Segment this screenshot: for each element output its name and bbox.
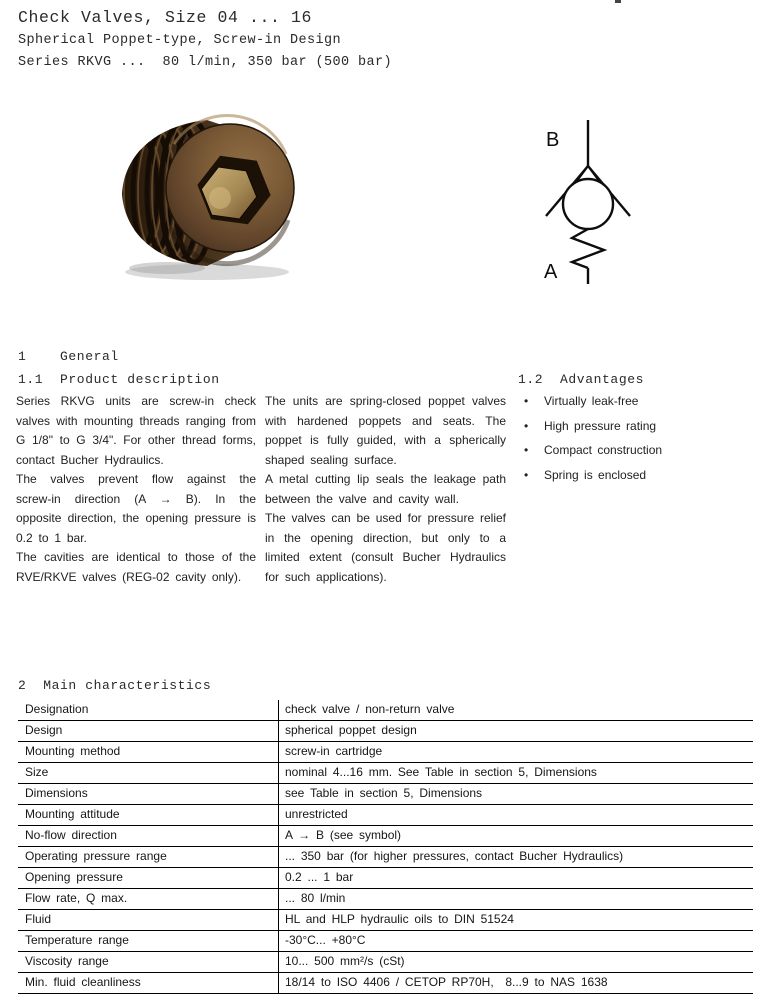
advantage-text: High pressure rating: [544, 418, 657, 433]
description-paragraph: A metal cutting lip seals the leakage path between the valve and cavity wall.: [265, 472, 506, 506]
bullet-icon: •: [524, 418, 529, 433]
check-valve-symbol: [524, 114, 648, 288]
row-label: Opening pressure: [25, 870, 123, 884]
row-label: Dimensions: [25, 786, 88, 800]
symbol-ball: [563, 179, 613, 229]
product-photo-check-valve-cartridge: [112, 112, 297, 284]
table-row: [18, 931, 753, 952]
row-value: check valve / non-return valve: [278, 700, 753, 720]
table-row: [18, 721, 753, 742]
row-value: 10... 500 mm²/s (cSt): [278, 952, 753, 972]
row-label: Flow rate, Q max.: [25, 891, 128, 905]
advantage-text: Compact construction: [544, 443, 663, 457]
description-paragraph: The units are spring-closed poppet valves with hardened poppets and seats. The poppet is fully guided, with a spherically shaped sealing surface.: [265, 394, 506, 467]
row-label: Temperature range: [25, 933, 129, 947]
main-characteristics-table: [18, 700, 753, 994]
row-label: Mounting method: [25, 744, 121, 758]
row-value: nominal 4...16 mm. See Table in section 5, Dimensions: [278, 763, 753, 783]
row-label: Mounting attitude: [25, 807, 120, 821]
description-paragraph: The valves can be used for pressure relief in the opening direction, but only to a limited extent (consult Bucher Hydraulics for such applications).: [265, 511, 506, 584]
description-paragraph: The valves prevent flow against the screw-in direction (A → B). In the opposite direction, the opening pressure is 0.2 to 1 bar.: [16, 472, 256, 545]
table-row: [18, 700, 753, 721]
bullet-icon: •: [524, 394, 529, 408]
row-value: ... 80 l/min: [278, 889, 753, 909]
table-row: [18, 826, 753, 847]
row-label: No-flow direction: [25, 828, 117, 842]
row-value: 18/14 to ISO 4406 / CETOP RP70H, 8...9 to NAS 1638: [278, 973, 753, 993]
list-item: [524, 468, 756, 482]
row-value: screw-in cartridge: [278, 742, 753, 762]
list-item: [524, 419, 756, 433]
bullet-icon: •: [524, 443, 529, 457]
table-row: [18, 784, 753, 805]
doc-series-line: Series RKVG ... 80 l/min, 350 bar (500 bar): [18, 55, 393, 70]
row-label: Viscosity range: [25, 954, 109, 968]
bullet-icon: •: [524, 467, 529, 482]
table-row: [18, 952, 753, 973]
row-label: Fluid: [25, 912, 52, 926]
table-row: [18, 763, 753, 784]
table-row: [18, 868, 753, 889]
doc-title: Check Valves, Size 04 ... 16: [18, 8, 313, 27]
row-value: see Table in section 5, Dimensions: [278, 784, 753, 804]
section-heading-general: 1 General: [18, 349, 119, 364]
table-row: [18, 805, 753, 826]
advantages-list: [524, 394, 756, 492]
product-description-column-2: [265, 392, 506, 587]
row-value: unrestricted: [278, 805, 753, 825]
row-value: HL and HLP hydraulic oils to DIN 51524: [278, 910, 753, 930]
description-paragraph: The cavities are identical to those of the RVE/RKVE valves (REG-02 cavity only).: [16, 550, 256, 584]
table-row: [18, 889, 753, 910]
row-label: Size: [25, 765, 49, 779]
section-heading-product-description: 1.1 Product description: [18, 372, 220, 387]
advantage-text: Virtually leak-free: [544, 394, 639, 408]
table-row: [18, 973, 753, 994]
table-row: [18, 847, 753, 868]
list-item: [524, 443, 756, 457]
port-label-a: A: [544, 261, 558, 283]
description-paragraph: Series RKVG units are screw-in check valves with mounting threads ranging from G 1/8" to G 3/4". For other thread forms, contact Bucher Hydraulics.: [16, 394, 256, 467]
list-item: [524, 394, 756, 408]
table-row: [18, 910, 753, 931]
symbol-spring: [572, 229, 604, 268]
row-label: Operating pressure range: [25, 849, 167, 863]
advantage-text: Spring is enclosed: [544, 467, 647, 482]
scan-artifact: [615, 0, 621, 3]
section-heading-advantages: 1.2 Advantages: [518, 372, 645, 387]
product-description-column-1: [16, 392, 256, 587]
row-value: ... 350 bar (for higher pressures, contact Bucher Hydraulics): [278, 847, 753, 867]
section-heading-main-characteristics: 2 Main characteristics: [18, 678, 212, 693]
doc-subtitle: Spherical Poppet-type, Screw-in Design: [18, 33, 342, 48]
row-value: A → B (see symbol): [278, 826, 753, 846]
table-row: [18, 742, 753, 763]
row-label: Min. fluid cleanliness: [25, 975, 141, 989]
row-label: Design: [25, 723, 63, 737]
row-value: spherical poppet design: [278, 721, 753, 741]
row-label: Designation: [25, 702, 89, 716]
row-value: 0.2 ... 1 bar: [278, 868, 753, 888]
port-label-b: B: [546, 129, 560, 151]
row-value: -30°C... +80°C: [278, 931, 753, 951]
